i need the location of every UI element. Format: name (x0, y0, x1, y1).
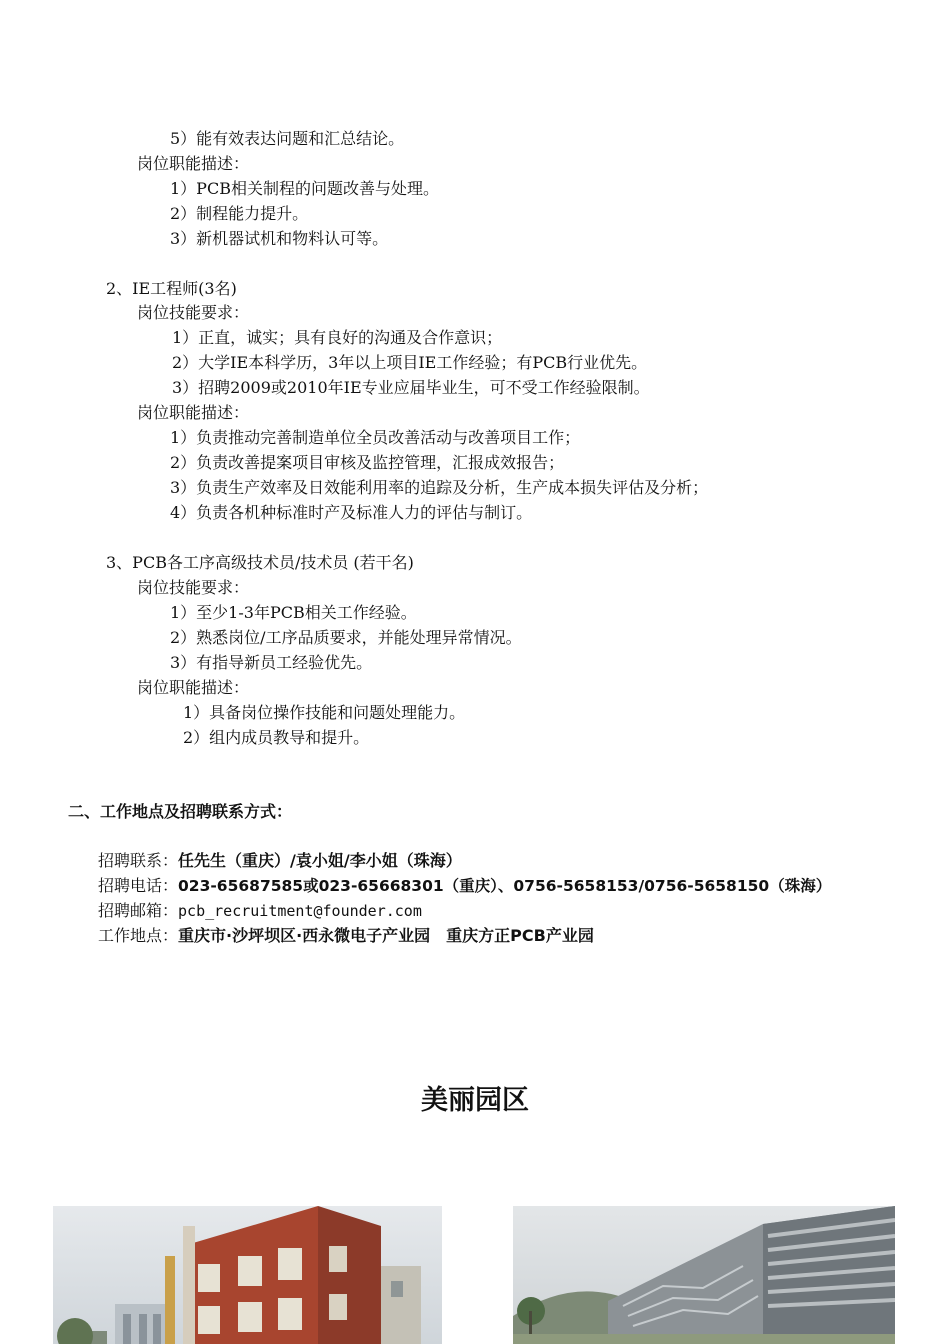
skill-item: 2）熟悉岗位/工序品质要求，并能处理异常情况。 (170, 628, 522, 647)
duty-item: 4）负责各机种标准时产及标准人力的评估与制订。 (170, 503, 533, 522)
skill-item: 2）大学IE本科学历，3年以上项目IE工作经验；有PCB行业优先。 (172, 353, 648, 372)
contact-phone-value: 023-65687585或023-65668301（重庆）、0756-5658153/0756-5658150（珠海） (178, 877, 832, 895)
skill-item: 5）能有效表达问题和汇总结论。 (170, 129, 405, 148)
duty-heading: 岗位职能描述： (137, 678, 250, 697)
job-title-tech: 3、PCB各工序高级技术员/技术员 (若干名) (106, 553, 414, 572)
contact-phone-row (98, 875, 831, 897)
skill-item: 1）正直，诚实；具有良好的沟通及合作意识； (172, 328, 503, 347)
skills-heading: 岗位技能要求： (137, 303, 250, 322)
duty-item: 1）PCB相关制程的问题改善与处理。 (170, 179, 439, 198)
contact-person-label: 招聘联系： (98, 851, 179, 870)
duty-item: 2）制程能力提升。 (170, 204, 309, 223)
work-location-label: 工作地点： (98, 926, 179, 945)
skill-item: 3）有指导新员工经验优先。 (170, 653, 373, 672)
gallery-title: 美丽园区 (421, 1085, 529, 1116)
duty-item: 2）负责改善提案项目审核及监控管理，汇报成效报告； (170, 453, 565, 472)
contact-email-row (98, 900, 422, 922)
duty-item: 1）负责推动完善制造单位全员改善活动与改善项目工作； (170, 428, 581, 447)
skills-heading: 岗位技能要求： (137, 578, 250, 597)
campus-photo-right (513, 1206, 895, 1344)
contact-person-value: 任先生（重庆）/袁小姐/李小姐（珠海） (178, 851, 462, 870)
duty-item: 3）负责生产效率及日效能利用率的追踪及分析，生产成本损失评估及分析； (170, 478, 709, 497)
work-location-value: 重庆市·沙坪坝区·西永微电子产业园 重庆方正PCB产业园 (178, 926, 594, 945)
job-title-ie: 2、IE工程师(3名) (106, 279, 237, 298)
contact-email-link[interactable]: pcb_recruitment@founder.com (178, 902, 422, 920)
contact-person-row (98, 850, 462, 872)
section-title-contact: 二、工作地点及招聘联系方式： (68, 802, 293, 821)
contact-phone-label: 招聘电话： (98, 876, 179, 895)
contact-email-label: 招聘邮箱： (98, 901, 179, 920)
skill-item: 1）至少1-3年PCB相关工作经验。 (170, 603, 417, 622)
duty-heading: 岗位职能描述： (137, 154, 250, 173)
duty-item: 3）新机器试机和物料认可等。 (170, 229, 389, 248)
duty-heading: 岗位职能描述： (137, 403, 250, 422)
work-location-row (98, 925, 594, 947)
duty-item: 2）组内成员教导和提升。 (183, 728, 370, 747)
campus-photo-left (53, 1206, 442, 1344)
skill-item: 3）招聘2009或2010年IE专业应届毕业生，可不受工作经验限制。 (172, 378, 650, 397)
duty-item: 1）具备岗位操作技能和问题处理能力。 (183, 703, 466, 722)
